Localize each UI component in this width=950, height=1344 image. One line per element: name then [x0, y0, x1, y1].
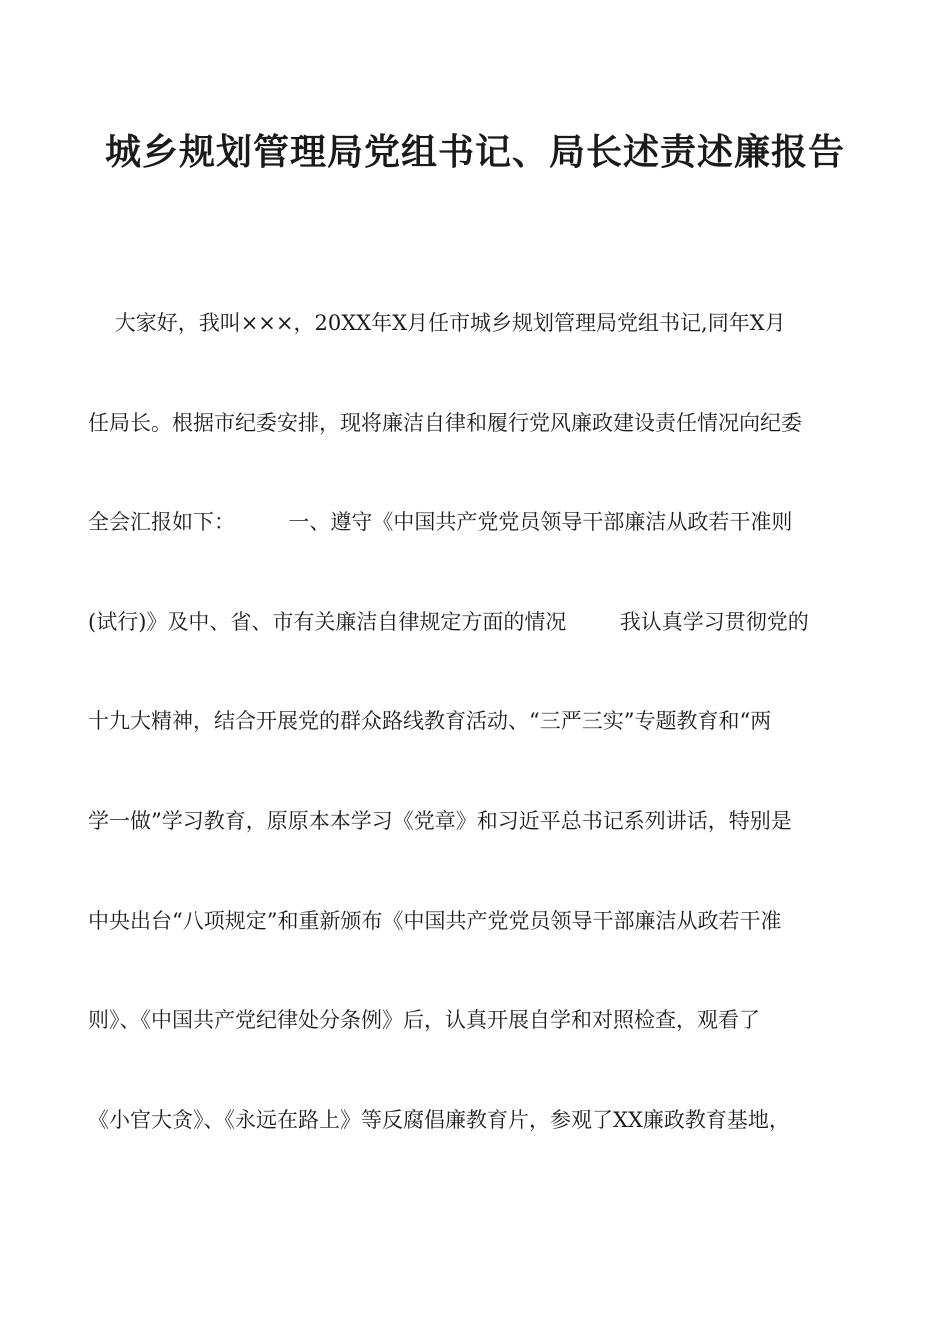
- body-line: 学一做”学习教育，原原本本学习《党章》和习近平总书记系列讲话，特别是: [88, 808, 792, 833]
- body-line: 中央出台“八项规定”和重新颁布《中国共产党党员领导干部廉洁从政若干准: [88, 908, 782, 933]
- document-body: [88, 298, 868, 1194]
- body-line: (试行)》及中、省、市有关廉洁自律规定方面的情况 我认真学习贯彻党的: [88, 609, 809, 634]
- body-line: 任局长。根据市纪委安排，现将廉洁自律和履行党风廉政建设责任情况向纪委: [88, 410, 802, 435]
- page-title: 城乡规划管理局党组书记、局长述责述廉报告: [104, 132, 845, 173]
- body-line: 《小官大贪》、《永远在路上》等反腐倡廉教育片，参观了XX廉政教育基地，: [88, 1107, 790, 1132]
- body-line: 全会汇报如下： 一、遵守《中国共产党党员领导干部廉洁从政若干准则: [88, 510, 793, 535]
- body-line: 大家好，我叫×××，20XX年X月任市城乡规划管理局党组书记,同年X月: [88, 311, 786, 335]
- body-line: 则》、《中国共产党纪律处分条例》后，认真开展自学和对照检查，观看了: [88, 1008, 760, 1033]
- body-line: 十九大精神，结合开展党的群众路线教育活动、“三严三实”专题教育和“两: [88, 709, 772, 734]
